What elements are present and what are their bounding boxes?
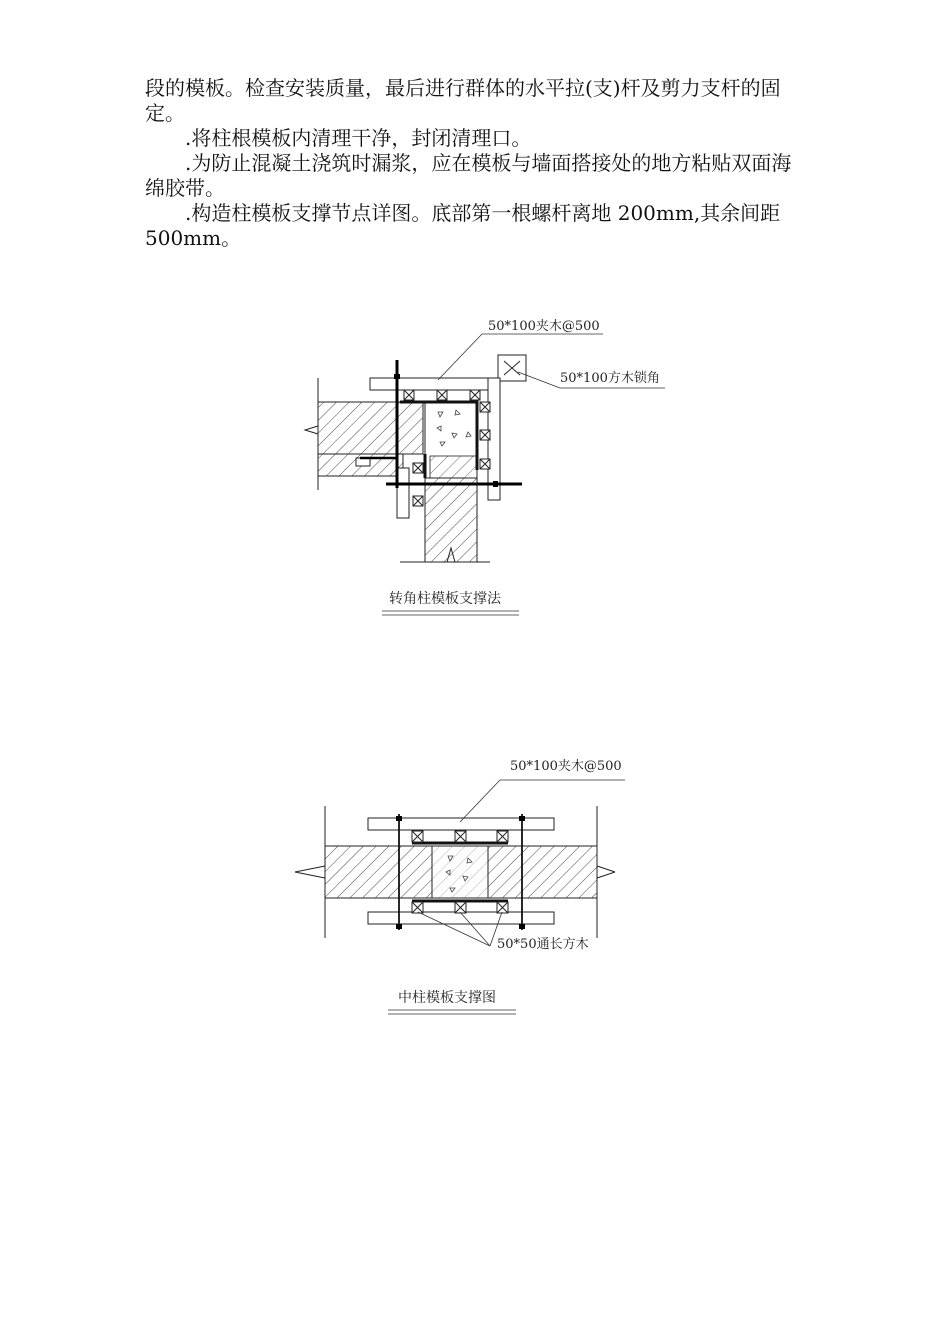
figure2-caption: 中柱模板支撑图 — [398, 990, 496, 1006]
corner-lock-label: 50*100方木锁角 — [560, 371, 660, 386]
figure1-caption: 转角柱模板支撑法 — [389, 591, 501, 607]
middle-bottom-clamp — [368, 912, 554, 924]
paragraph-1: 段的模板。检查安装质量，最后进行群体的水平拉(支)杆及剪力支杆的固定。 — [145, 76, 781, 125]
paragraph-2: .将柱根模板内清理干净，封闭清理口。 — [185, 126, 532, 150]
middle-clamp-label: 50*100夹木@500 — [510, 759, 622, 774]
horizontal-wall — [318, 402, 423, 454]
middle-column-diagram — [295, 758, 625, 1014]
paragraph-3: .为防止混凝土浇筑时漏浆，应在模板与墙面搭接处的地方粘贴双面海绵胶带。 — [145, 151, 792, 200]
corner-clamp-label: 50*100夹木@500 — [488, 319, 600, 334]
corner-column-diagram — [305, 318, 665, 615]
top-clamp-timber — [370, 378, 498, 390]
middle-top-clamp — [368, 818, 554, 830]
paragraph-4: .构造柱模板支撑节点详图。底部第一根螺杆离地 200mm,其余间距 500mm。 — [145, 201, 781, 250]
long-timber-label: 50*50通长方木 — [497, 937, 589, 952]
